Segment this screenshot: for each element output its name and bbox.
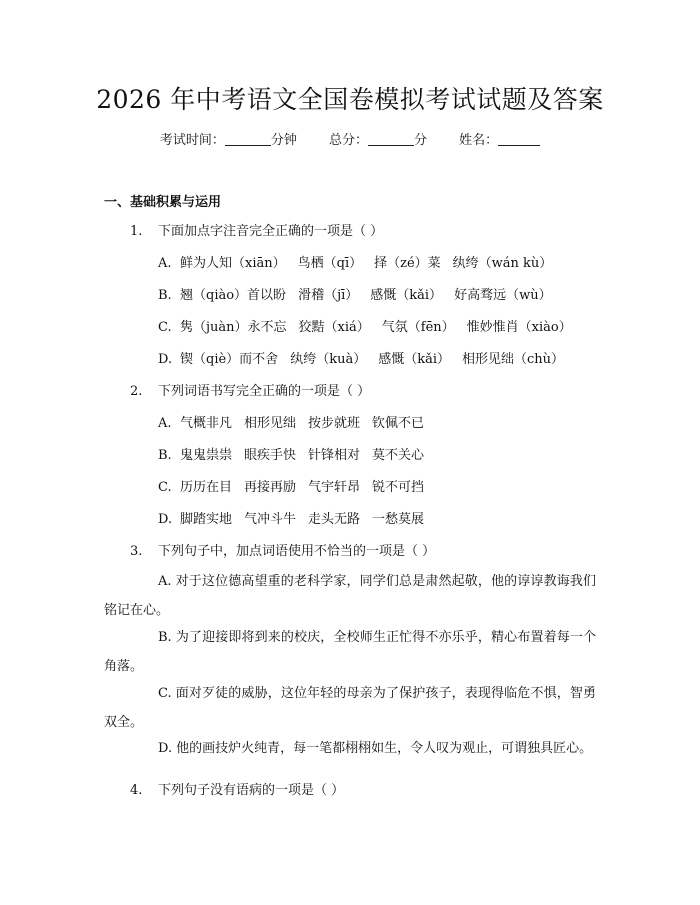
option-term: 滑稽（jī） [298, 288, 359, 303]
page-title: 2026 年中考语文全国卷模拟考试试题及答案 [96, 85, 604, 114]
option-letter: A. [158, 416, 172, 431]
option-text: 面对歹徒的威胁，这位年轻的母亲为了保护孩子，表现得临危不惧，智勇双全。 [104, 686, 596, 730]
question-number: 3. [130, 544, 143, 559]
option-term: 针锋相对 [308, 448, 361, 463]
option-term: 锐不可挡 [372, 480, 425, 495]
q3-option-b [104, 623, 596, 681]
total-score [329, 133, 431, 148]
option-letter: D. [158, 512, 173, 527]
option-term: 再接再励 [244, 480, 297, 495]
q3-option-c [104, 679, 596, 737]
option-term: 脚踏实地 [180, 512, 233, 527]
question-stem: 下面加点字注音完全正确的一项是（ ） [158, 224, 384, 239]
exam-time-label: 考试时间： [159, 133, 225, 148]
question-1 [130, 222, 383, 242]
option-term: 好高骛远（wù） [454, 288, 552, 303]
option-term: 隽（juàn）永不忘 [180, 320, 287, 335]
option-letter: C. [158, 480, 172, 495]
option-term: 气概非凡 [180, 416, 233, 431]
total-score-unit: 分 [414, 133, 428, 148]
option-term: 鲜为人知（xiān） [180, 256, 286, 271]
q1-option-d [158, 350, 576, 370]
option-term: 锲（qiè）而不舍 [180, 352, 279, 367]
option-letter: A. [158, 256, 172, 271]
option-term: 按步就班 [308, 416, 361, 431]
total-score-blank [368, 131, 414, 146]
option-letter: C. [158, 320, 172, 335]
q1-option-b [158, 286, 564, 306]
q2-option-d [158, 510, 436, 530]
q2-option-c [158, 478, 436, 498]
question-number: 4. [130, 783, 143, 798]
total-score-label: 总分： [328, 133, 368, 148]
option-term: 相形见绌（chù） [462, 352, 565, 367]
option-term: 相形见绌 [244, 416, 297, 431]
student-name-label: 姓名： [459, 133, 499, 148]
question-4 [130, 781, 344, 801]
option-term: 走头无路 [308, 512, 361, 527]
option-term: 感慨（kǎi） [378, 352, 450, 367]
option-text: 他的画技炉火纯青，每一笔都栩栩如生，令人叹为观止，可谓独具匠心。 [176, 741, 593, 756]
option-term: 眼疾手快 [244, 448, 297, 463]
option-term: 纨绔（wán kù） [452, 256, 553, 271]
student-name-blank [498, 131, 540, 146]
option-term: 鸟栖（qī） [297, 256, 363, 271]
option-text: 对于这位德高望重的老科学家，同学们总是肃然起敬，他的谆谆教诲我们铭记在心。 [104, 574, 596, 618]
option-term: 惟妙惟肖（xiào） [466, 320, 572, 335]
question-stem: 下列词语书写完全正确的一项是（ ） [158, 384, 371, 399]
option-text: 为了迎接即将到来的校庆，全校师生正忙得不亦乐乎，精心布置着每一个角落。 [104, 630, 596, 674]
option-term: 翘（qiào）首以盼 [180, 288, 287, 303]
option-letter: B. [158, 448, 172, 463]
option-term: 择（zé）菜 [374, 256, 441, 271]
q1-option-a [158, 254, 564, 274]
option-term: 气冲斗牛 [244, 512, 297, 527]
exam-time-blank [225, 131, 271, 146]
question-number: 1. [130, 224, 143, 239]
question-3 [130, 542, 435, 562]
question-stem: 下列句子没有语病的一项是（ ） [158, 783, 345, 798]
option-term: 鬼鬼祟祟 [180, 448, 233, 463]
exam-time-unit: 分钟 [270, 133, 297, 148]
option-letter: B. [158, 288, 172, 303]
option-term: 钦佩不已 [372, 416, 425, 431]
question-2 [130, 382, 370, 402]
option-letter: D. [158, 352, 173, 367]
option-letter: B. [158, 630, 172, 645]
option-letter: A. [158, 574, 172, 589]
student-name [459, 133, 540, 148]
q3-option-d [104, 734, 596, 763]
option-letter: C. [158, 686, 172, 701]
option-term: 气氛（fēn） [381, 320, 455, 335]
option-term: 一愁莫展 [372, 512, 425, 527]
exam-time [160, 133, 301, 148]
q2-option-b [158, 446, 436, 466]
question-stem: 下列句子中，加点词语使用不恰当的一项是（ ） [158, 544, 436, 559]
q1-option-c [158, 318, 584, 338]
option-term: 纨绔（kuà） [290, 352, 367, 367]
section-heading: 一、基础积累与运用 [104, 195, 222, 210]
exam-meta [0, 131, 700, 151]
option-term: 狡黠（xiá） [298, 320, 370, 335]
option-letter: D. [158, 741, 173, 756]
option-term: 感慨（kǎi） [370, 288, 443, 303]
option-term: 莫不关心 [372, 448, 425, 463]
q3-option-a [104, 567, 596, 625]
question-number: 2. [130, 384, 143, 399]
q2-option-a [158, 414, 436, 434]
option-term: 历历在目 [180, 480, 233, 495]
option-term: 气宇轩昂 [308, 480, 361, 495]
